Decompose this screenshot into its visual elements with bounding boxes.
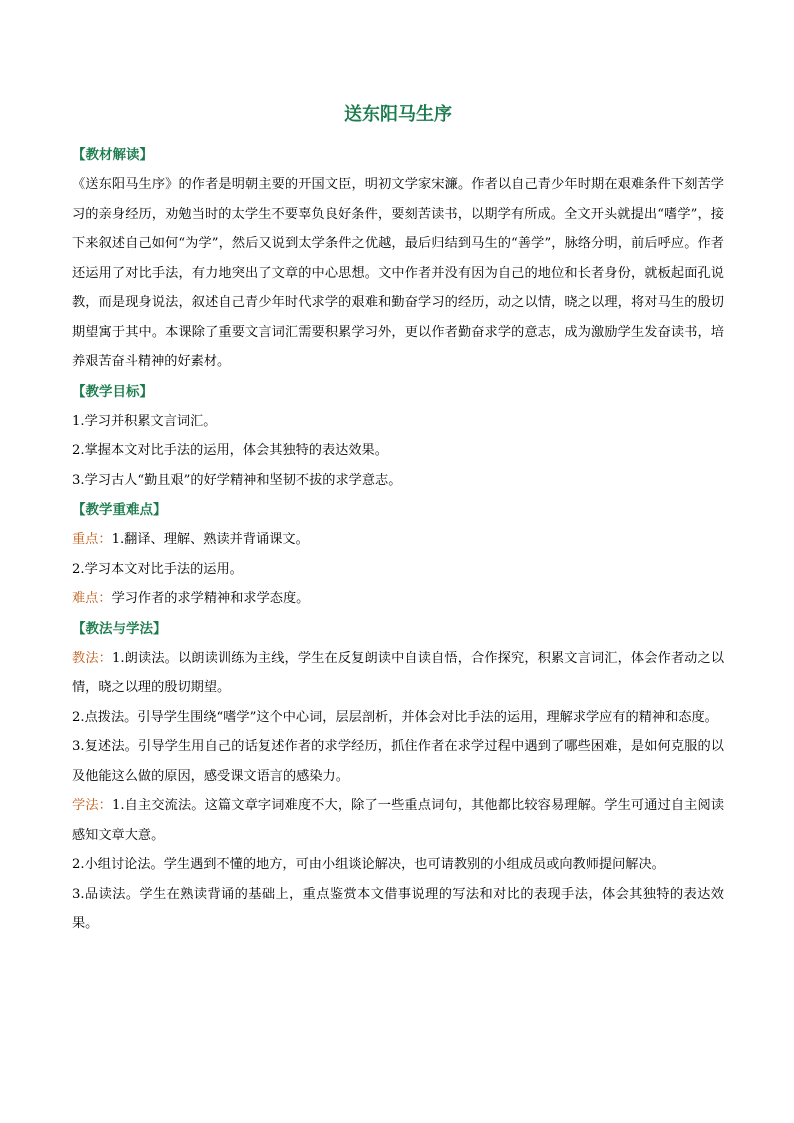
focus-item: 1.翻译、理解、熟读并背诵课文。: [111, 532, 309, 547]
teach-label: 教法：: [72, 650, 112, 666]
focus-line: [72, 525, 724, 555]
difficulty-line: [72, 584, 724, 614]
focus-label: 重点：: [72, 532, 112, 547]
teach-method-line: [72, 644, 724, 703]
teach-item: 2.点拨法。引导学生围绕“嗜学”这个中心词，层层剖析，并体会对比手法的运用，理解求学应有的精神和态度。: [72, 709, 718, 725]
goal-item: 2.掌握本文对比手法的运用，体会其独特的表达效果。: [72, 443, 388, 458]
difficulty-label: 难点：: [72, 591, 112, 606]
teach-item: 3.复述法。引导学生用自己的话复述作者的求学经历，抓住作者在求学过程中遇到了哪些困难，是如何克服的以及他能这么做的原因，感受课文语言的感染力。: [72, 739, 724, 784]
section-heading-methods: 【教法与学法】: [72, 620, 167, 637]
learn-method-line: [72, 791, 724, 850]
document-body: [72, 100, 724, 939]
learn-label: 学法：: [72, 798, 112, 813]
teach-item: 1.朗读法。以朗读训练为主线，学生在反复朗读中自读自悟，合作探究，积累文言词汇，体会作者动之以情，晓之以理的殷切期望。: [72, 650, 725, 695]
learn-item: 3.品读法。学生在熟读背诵的基础上，重点鉴赏本文借事说理的写法和对比的表现手法，体会其独特的表达效果。: [72, 886, 724, 931]
learn-item: 1.自主交流法。这篇文章字词难度不大，除了一些重点词句，其他都比较容易理解。学生可通过自主阅读感知文章大意。: [72, 798, 725, 843]
learn-item: 2.小组讨论法。学生遇到不懂的地方，可由小组谈论解决，也可请教别的小组成员或向教师提问解决。: [72, 857, 665, 872]
goal-item: 3.学习古人“勤且艰”的好学精神和坚韧不拔的求学意志。: [72, 472, 402, 488]
section-heading-goals: 【教学目标】: [72, 383, 153, 400]
focus-item: 2.学习本文对比手法的运用。: [72, 561, 243, 577]
difficulty-text: 学习作者的求学精神和求学态度。: [111, 591, 310, 606]
document-title: 送东阳马生序: [344, 104, 452, 125]
section-heading-intro: 【教材解读】: [72, 147, 153, 163]
section-heading-keypoints: 【教学重难点】: [72, 502, 167, 518]
intro-paragraph: 《送东阳马生序》的作者是明朝主要的开国文臣，明初文学家宋濂。作者以自己青少年时期在艰难条件下刻苦学习的亲身经历，劝勉当时的太学生不要辜负良好条件，要刻苦读书，以期学有所成。全文开头就提出“嗜学”，接下来叙述自己如何“为学”，然后又说到太学条件之优越，最后归结到马生的“善学”，脉络分明，前后呼应。作者还运用了对比手法，有力地突出了文章的中心思想。文中作者并没有因为自己的地位和长者身份，就板起面孔说教，而是现身说法，叙述自己青少年时代求学的艰难和勤奋学习的经历，动之以情，晓之以理，将对马生的殷切期望寓于其中。本课除了重要文言词汇需要积累学习外，更以作者勤奋求学的意志，成为激励学生发奋读书，培养艰苦奋斗精神的好素材。: [72, 177, 724, 369]
goal-item: 1.学习并积累文言词汇。: [72, 413, 217, 429]
